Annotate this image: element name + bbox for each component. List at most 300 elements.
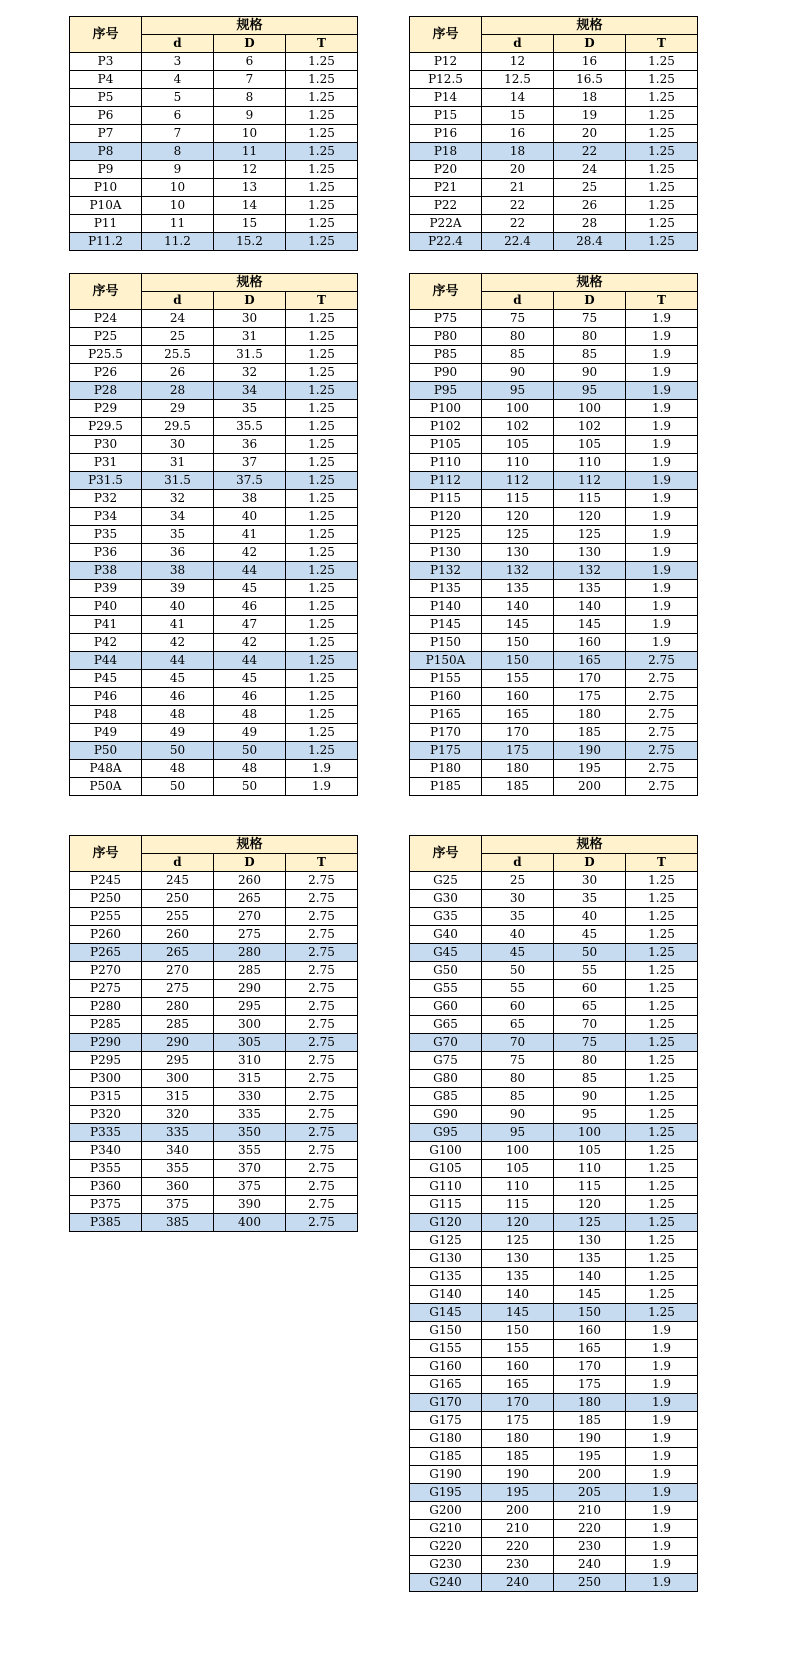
cell-seq: P270	[70, 962, 142, 980]
cell-d: 48	[142, 760, 214, 778]
table-row	[70, 598, 358, 616]
cell-seq: P36	[70, 544, 142, 562]
cell-d: 245	[142, 872, 214, 890]
cell-seq: P300	[70, 1070, 142, 1088]
table-row	[410, 1412, 698, 1430]
cell-outer-d: 75	[554, 310, 626, 328]
cell-outer-d: 112	[554, 472, 626, 490]
cell-outer-d: 44	[214, 652, 286, 670]
cell-d: 150	[482, 1322, 554, 1340]
cell-seq: G220	[410, 1538, 482, 1556]
cell-seq: P132	[410, 562, 482, 580]
cell-seq: P140	[410, 598, 482, 616]
cell-outer-d: 85	[554, 346, 626, 364]
cell-outer-d: 400	[214, 1214, 286, 1232]
cell-t: 1.25	[626, 890, 698, 908]
cell-t: 1.25	[626, 1232, 698, 1250]
cell-outer-d: 11	[214, 143, 286, 161]
cell-t: 2.75	[286, 998, 358, 1016]
cell-outer-d: 280	[214, 944, 286, 962]
table-row	[410, 616, 698, 634]
table-row	[410, 742, 698, 760]
header-spec: 规格	[142, 836, 358, 854]
cell-d: 25	[142, 328, 214, 346]
table-row	[70, 89, 358, 107]
table-row	[410, 1268, 698, 1286]
cell-d: 165	[482, 1376, 554, 1394]
cell-d: 42	[142, 634, 214, 652]
cell-t: 1.9	[626, 1520, 698, 1538]
cell-t: 1.9	[626, 436, 698, 454]
cell-d: 160	[482, 1358, 554, 1376]
cell-seq: P12	[410, 53, 482, 71]
cell-seq: P290	[70, 1034, 142, 1052]
cell-t: 1.9	[626, 1430, 698, 1448]
table-row	[410, 1358, 698, 1376]
table-body	[70, 310, 358, 796]
cell-d: 10	[142, 197, 214, 215]
table-row	[70, 926, 358, 944]
cell-d: 375	[142, 1196, 214, 1214]
cell-outer-d: 40	[214, 508, 286, 526]
cell-d: 39	[142, 580, 214, 598]
cell-t: 1.9	[626, 400, 698, 418]
cell-outer-d: 46	[214, 598, 286, 616]
cell-t: 1.25	[286, 670, 358, 688]
cell-outer-d: 42	[214, 634, 286, 652]
cell-outer-d: 220	[554, 1520, 626, 1538]
cell-seq: G115	[410, 1196, 482, 1214]
table-row	[70, 143, 358, 161]
cell-outer-d: 105	[554, 436, 626, 454]
cell-t: 2.75	[626, 760, 698, 778]
cell-d: 180	[482, 760, 554, 778]
table-row	[70, 418, 358, 436]
cell-outer-d: 48	[214, 706, 286, 724]
cell-d: 9	[142, 161, 214, 179]
cell-t: 1.25	[626, 1016, 698, 1034]
cell-d: 34	[142, 508, 214, 526]
table-header	[410, 17, 698, 53]
cell-t: 1.25	[286, 310, 358, 328]
header-row-top	[410, 836, 698, 854]
cell-seq: G150	[410, 1322, 482, 1340]
table-row	[410, 688, 698, 706]
cell-outer-d: 165	[554, 652, 626, 670]
cell-seq: P16	[410, 125, 482, 143]
table-row	[70, 454, 358, 472]
cell-t: 1.25	[286, 616, 358, 634]
cell-seq: G140	[410, 1286, 482, 1304]
cell-d: 105	[482, 1160, 554, 1178]
cell-outer-d: 120	[554, 1196, 626, 1214]
cell-d: 300	[142, 1070, 214, 1088]
cell-seq: G50	[410, 962, 482, 980]
table-row	[410, 454, 698, 472]
cell-t: 1.25	[626, 71, 698, 89]
cell-d: 50	[482, 962, 554, 980]
cell-t: 1.25	[286, 652, 358, 670]
cell-d: 38	[142, 562, 214, 580]
table-row	[410, 580, 698, 598]
cell-t: 1.25	[286, 526, 358, 544]
cell-d: 280	[142, 998, 214, 1016]
cell-d: 120	[482, 508, 554, 526]
cell-t: 1.9	[626, 526, 698, 544]
table-row	[70, 706, 358, 724]
cell-seq: G195	[410, 1484, 482, 1502]
cell-d: 140	[482, 1286, 554, 1304]
cell-t: 1.9	[626, 544, 698, 562]
cell-d: 110	[482, 454, 554, 472]
table-row	[70, 760, 358, 778]
cell-seq: P8	[70, 143, 142, 161]
cell-t: 1.9	[626, 616, 698, 634]
header-seq: 序号	[410, 836, 482, 872]
cell-d: 105	[482, 436, 554, 454]
table-row	[70, 400, 358, 418]
table-row	[70, 616, 358, 634]
cell-d: 155	[482, 670, 554, 688]
cell-d: 145	[482, 616, 554, 634]
table-row	[70, 310, 358, 328]
cell-t: 1.25	[626, 1034, 698, 1052]
cell-t: 2.75	[286, 908, 358, 926]
cell-d: 8	[142, 143, 214, 161]
cell-d: 14	[482, 89, 554, 107]
cell-d: 180	[482, 1430, 554, 1448]
cell-outer-d: 135	[554, 1250, 626, 1268]
cell-outer-d: 19	[554, 107, 626, 125]
cell-t: 1.9	[626, 1394, 698, 1412]
cell-d: 190	[482, 1466, 554, 1484]
cell-outer-d: 12	[214, 161, 286, 179]
cell-t: 1.25	[626, 1250, 698, 1268]
cell-outer-d: 49	[214, 724, 286, 742]
cell-outer-d: 37	[214, 454, 286, 472]
cell-t: 1.9	[626, 598, 698, 616]
cell-t: 2.75	[286, 944, 358, 962]
cell-d: 11	[142, 215, 214, 233]
cell-outer-d: 175	[554, 1376, 626, 1394]
cell-outer-d: 355	[214, 1142, 286, 1160]
table-row	[410, 1016, 698, 1034]
table-row	[70, 233, 358, 251]
cell-seq: G120	[410, 1214, 482, 1232]
cell-d: 340	[142, 1142, 214, 1160]
header-inner-d: d	[482, 292, 554, 310]
cell-outer-d: 250	[554, 1574, 626, 1592]
cell-outer-d: 185	[554, 724, 626, 742]
cell-seq: G85	[410, 1088, 482, 1106]
cell-d: 3	[142, 53, 214, 71]
cell-d: 30	[142, 436, 214, 454]
table-row	[410, 778, 698, 796]
cell-t: 1.9	[626, 1556, 698, 1574]
cell-seq: P135	[410, 580, 482, 598]
table-row	[70, 742, 358, 760]
cell-outer-d: 335	[214, 1106, 286, 1124]
table-row	[410, 161, 698, 179]
cell-d: 20	[482, 161, 554, 179]
header-outer-d: D	[554, 35, 626, 53]
cell-seq: P115	[410, 490, 482, 508]
cell-seq: P275	[70, 980, 142, 998]
cell-outer-d: 9	[214, 107, 286, 125]
cell-t: 2.75	[286, 1070, 358, 1088]
cell-t: 2.75	[286, 1088, 358, 1106]
cell-outer-d: 28	[554, 215, 626, 233]
table-body	[410, 310, 698, 796]
cell-outer-d: 90	[554, 364, 626, 382]
cell-seq: P39	[70, 580, 142, 598]
table-row	[410, 1556, 698, 1574]
header-thickness: T	[626, 35, 698, 53]
cell-t: 1.25	[626, 926, 698, 944]
header-inner-d: d	[142, 292, 214, 310]
cell-outer-d: 38	[214, 490, 286, 508]
cell-t: 2.75	[626, 706, 698, 724]
header-spec: 规格	[142, 17, 358, 35]
cell-d: 220	[482, 1538, 554, 1556]
cell-d: 90	[482, 1106, 554, 1124]
cell-outer-d: 195	[554, 760, 626, 778]
table-row	[70, 544, 358, 562]
cell-t: 1.25	[626, 1178, 698, 1196]
table-body	[70, 53, 358, 251]
table-row	[410, 670, 698, 688]
cell-seq: G240	[410, 1574, 482, 1592]
cell-seq: P22A	[410, 215, 482, 233]
cell-seq: P26	[70, 364, 142, 382]
cell-d: 115	[482, 490, 554, 508]
cell-seq: P35	[70, 526, 142, 544]
cell-d: 7	[142, 125, 214, 143]
cell-seq: G100	[410, 1142, 482, 1160]
cell-seq: P100	[410, 400, 482, 418]
cell-d: 185	[482, 1448, 554, 1466]
spec-table-p3-p11-2	[69, 16, 358, 251]
cell-d: 335	[142, 1124, 214, 1142]
cell-d: 285	[142, 1016, 214, 1034]
cell-d: 28	[142, 382, 214, 400]
header-thickness: T	[286, 854, 358, 872]
cell-seq: G190	[410, 1466, 482, 1484]
table-row	[70, 1106, 358, 1124]
header-spec: 规格	[482, 17, 698, 35]
table-row	[70, 998, 358, 1016]
cell-t: 1.25	[626, 53, 698, 71]
cell-seq: P5	[70, 89, 142, 107]
cell-outer-d: 100	[554, 400, 626, 418]
cell-d: 150	[482, 634, 554, 652]
cell-t: 2.75	[286, 1124, 358, 1142]
table-row	[70, 508, 358, 526]
cell-seq: P44	[70, 652, 142, 670]
cell-t: 1.9	[626, 472, 698, 490]
cell-seq: G55	[410, 980, 482, 998]
cell-t: 1.25	[286, 598, 358, 616]
table-row	[70, 980, 358, 998]
cell-t: 2.75	[286, 926, 358, 944]
cell-t: 1.25	[626, 980, 698, 998]
table-row	[410, 1502, 698, 1520]
cell-outer-d: 35.5	[214, 418, 286, 436]
table-row	[410, 107, 698, 125]
cell-t: 1.9	[626, 382, 698, 400]
table-row	[410, 1178, 698, 1196]
cell-seq: P14	[410, 89, 482, 107]
cell-d: 75	[482, 1052, 554, 1070]
table-row	[410, 1304, 698, 1322]
cell-seq: P145	[410, 616, 482, 634]
cell-outer-d: 120	[554, 508, 626, 526]
table-row	[70, 890, 358, 908]
cell-t: 1.25	[626, 143, 698, 161]
cell-t: 2.75	[626, 688, 698, 706]
cell-outer-d: 46	[214, 688, 286, 706]
cell-seq: G185	[410, 1448, 482, 1466]
table-row	[70, 179, 358, 197]
cell-d: 45	[482, 944, 554, 962]
cell-d: 200	[482, 1502, 554, 1520]
header-thickness: T	[626, 292, 698, 310]
table-row	[410, 71, 698, 89]
table-row	[410, 1124, 698, 1142]
cell-d: 132	[482, 562, 554, 580]
cell-seq: G80	[410, 1070, 482, 1088]
cell-d: 22	[482, 197, 554, 215]
cell-seq: P3	[70, 53, 142, 71]
cell-seq: G75	[410, 1052, 482, 1070]
table-body	[410, 872, 698, 1592]
cell-outer-d: 40	[554, 908, 626, 926]
cell-t: 1.25	[286, 472, 358, 490]
table-row	[70, 962, 358, 980]
cell-outer-d: 10	[214, 125, 286, 143]
cell-seq: P255	[70, 908, 142, 926]
cell-t: 1.25	[286, 418, 358, 436]
table-row	[410, 310, 698, 328]
cell-d: 12	[482, 53, 554, 71]
cell-outer-d: 65	[554, 998, 626, 1016]
cell-outer-d: 140	[554, 1268, 626, 1286]
cell-t: 1.9	[626, 1538, 698, 1556]
cell-t: 1.25	[626, 1196, 698, 1214]
cell-t: 1.9	[626, 562, 698, 580]
cell-seq: P28	[70, 382, 142, 400]
cell-t: 1.25	[286, 233, 358, 251]
cell-d: 195	[482, 1484, 554, 1502]
cell-seq: P265	[70, 944, 142, 962]
cell-d: 250	[142, 890, 214, 908]
cell-outer-d: 115	[554, 490, 626, 508]
table-row	[410, 233, 698, 251]
cell-d: 130	[482, 544, 554, 562]
cell-d: 175	[482, 742, 554, 760]
cell-outer-d: 260	[214, 872, 286, 890]
cell-seq: G30	[410, 890, 482, 908]
cell-seq: G110	[410, 1178, 482, 1196]
cell-outer-d: 132	[554, 562, 626, 580]
table-row	[410, 1340, 698, 1358]
cell-t: 2.75	[626, 778, 698, 796]
cell-d: 10	[142, 179, 214, 197]
cell-outer-d: 125	[554, 526, 626, 544]
cell-outer-d: 30	[214, 310, 286, 328]
cell-t: 1.25	[286, 508, 358, 526]
cell-t: 1.25	[286, 634, 358, 652]
cell-d: 11.2	[142, 233, 214, 251]
cell-seq: P12.5	[410, 71, 482, 89]
cell-d: 22	[482, 215, 554, 233]
cell-outer-d: 160	[554, 1322, 626, 1340]
cell-d: 155	[482, 1340, 554, 1358]
cell-t: 1.25	[626, 1214, 698, 1232]
cell-outer-d: 240	[554, 1556, 626, 1574]
table-row	[70, 670, 358, 688]
table-row	[410, 598, 698, 616]
table-row	[70, 908, 358, 926]
header-spec: 规格	[142, 274, 358, 292]
table-row	[410, 1070, 698, 1088]
cell-d: 31.5	[142, 472, 214, 490]
cell-t: 1.9	[626, 1412, 698, 1430]
cell-t: 2.75	[286, 1214, 358, 1232]
cell-seq: P7	[70, 125, 142, 143]
cell-outer-d: 270	[214, 908, 286, 926]
cell-t: 1.25	[626, 998, 698, 1016]
cell-seq: P355	[70, 1160, 142, 1178]
table-row	[410, 472, 698, 490]
table-row	[410, 1322, 698, 1340]
cell-t: 1.25	[626, 1142, 698, 1160]
cell-outer-d: 80	[554, 328, 626, 346]
cell-t: 1.25	[286, 724, 358, 742]
cell-seq: G180	[410, 1430, 482, 1448]
table-row	[70, 1142, 358, 1160]
table-row	[410, 418, 698, 436]
cell-d: 29	[142, 400, 214, 418]
cell-t: 2.75	[286, 962, 358, 980]
cell-d: 25	[482, 872, 554, 890]
cell-t: 2.75	[286, 1052, 358, 1070]
cell-d: 165	[482, 706, 554, 724]
table-row	[70, 580, 358, 598]
cell-seq: P29.5	[70, 418, 142, 436]
cell-t: 1.25	[626, 1088, 698, 1106]
cell-d: 135	[482, 1268, 554, 1286]
header-inner-d: d	[142, 854, 214, 872]
cell-d: 16	[482, 125, 554, 143]
cell-t: 1.9	[626, 508, 698, 526]
cell-outer-d: 175	[554, 688, 626, 706]
cell-t: 2.75	[286, 1106, 358, 1124]
cell-outer-d: 200	[554, 778, 626, 796]
cell-t: 1.9	[626, 454, 698, 472]
table-row	[70, 1124, 358, 1142]
cell-t: 1.25	[286, 346, 358, 364]
cell-outer-d: 20	[554, 125, 626, 143]
cell-outer-d: 35	[554, 890, 626, 908]
table-row	[70, 724, 358, 742]
table-row	[70, 688, 358, 706]
cell-seq: P25.5	[70, 346, 142, 364]
cell-outer-d: 290	[214, 980, 286, 998]
cell-outer-d: 8	[214, 89, 286, 107]
table-row	[410, 1250, 698, 1268]
cell-outer-d: 85	[554, 1070, 626, 1088]
